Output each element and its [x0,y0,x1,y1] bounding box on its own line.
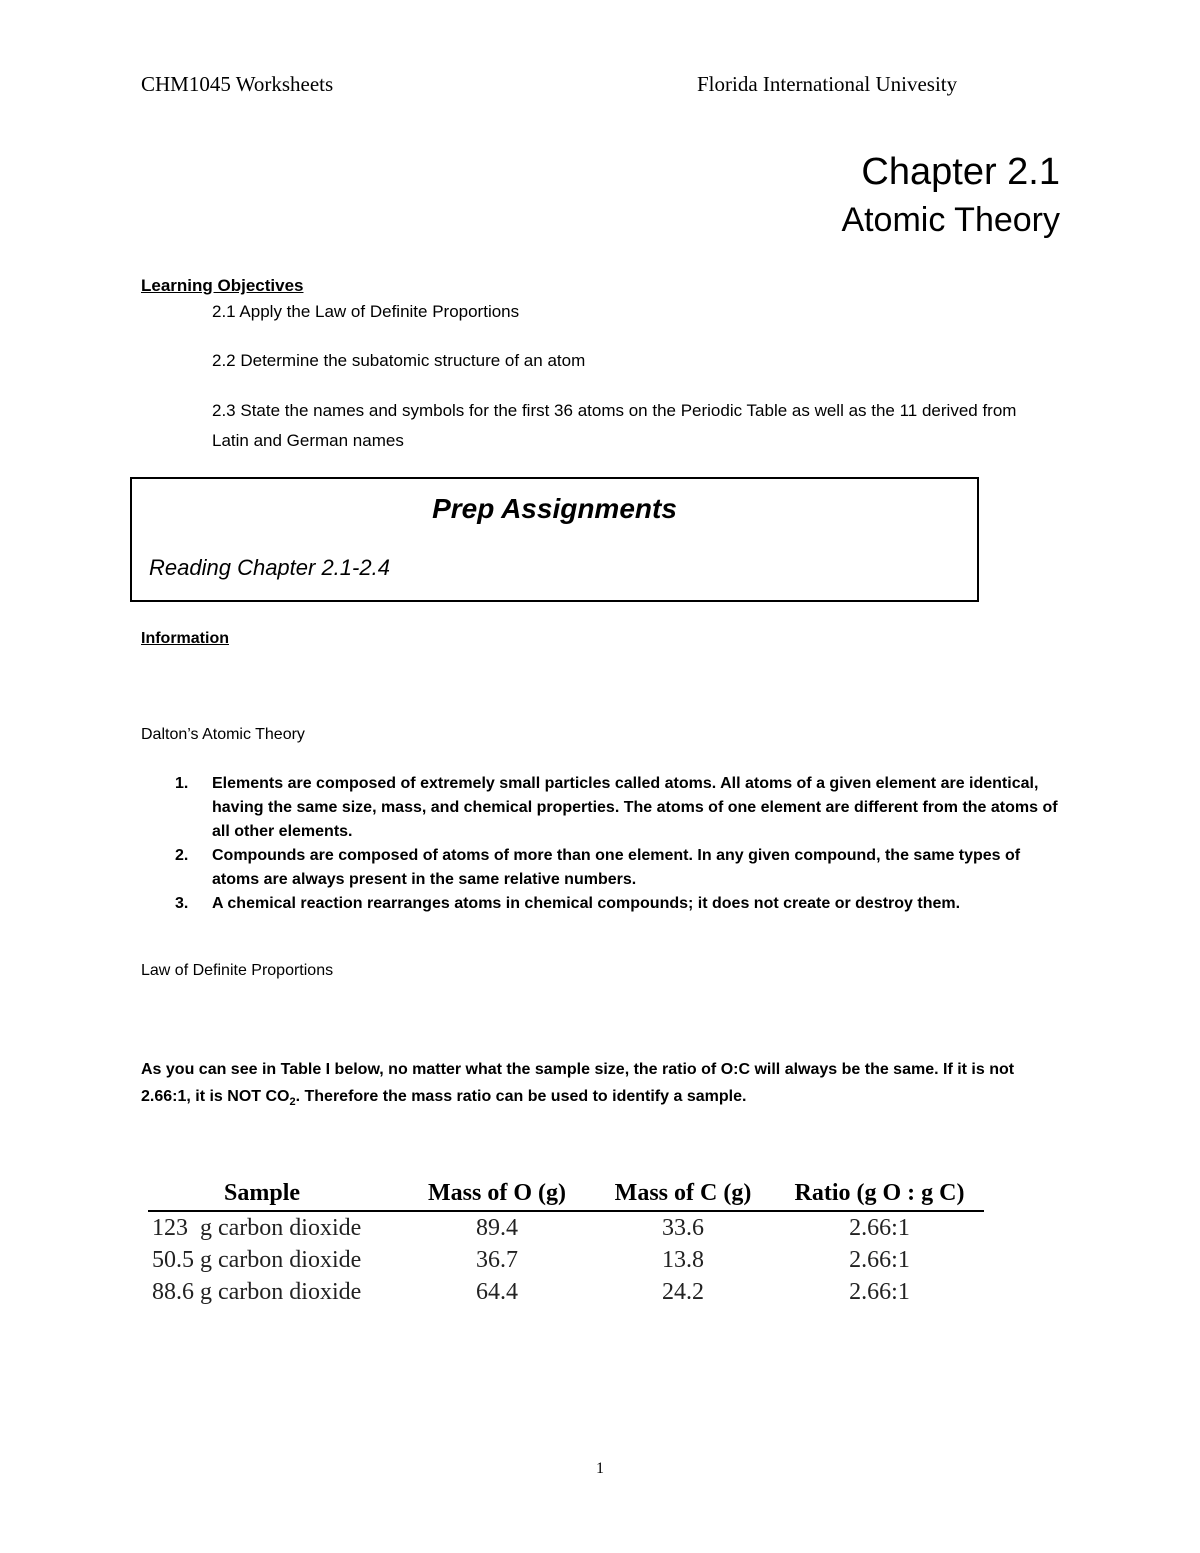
dalton-heading: Dalton’s Atomic Theory [141,726,305,743]
table-header-cell: Ratio (g O : g C) [775,1180,984,1211]
table-cell: 89.4 [476,1214,518,1241]
list-number: 3. [175,895,189,912]
table-header-row [148,1180,984,1211]
table-cell: 64.4 [476,1278,518,1305]
list-text: Compounds are composed of atoms of more than one element. In any given compound, the same types of atoms are always present in the same relative numbers. [212,847,1021,888]
page-number: 1 [596,1460,604,1477]
law-paragraph-part2: . Therefore the mass ratio can be used to identify a sample. [295,1088,747,1105]
law-paragraph-subscript: 2 [289,1096,296,1109]
table-header-cell: Mass of O (g) [403,1180,591,1211]
table-row [148,1276,984,1308]
chapter-title: Chapter 2.1 [861,151,1060,193]
prep-reading: Reading Chapter 2.1-2.4 [149,555,390,580]
header-university: Florida International Univesity [697,72,958,96]
table-cell: 2.66:1 [849,1246,910,1273]
objective-item: 2.1 Apply the Law of Definite Proportions [212,302,520,321]
table-cell: 88.6 g carbon dioxide [152,1278,362,1305]
list-item [141,844,1061,892]
table-cell: 33.6 [662,1214,704,1241]
table-cell: 50.5 g carbon dioxide [152,1246,362,1273]
list-item [141,892,1061,916]
list-text: A chemical reaction rearranges atoms in chemical compounds; it does not create or destroy them. [212,895,961,912]
table-header-cell: Mass of C (g) [591,1180,775,1211]
list-number: 2. [175,847,189,864]
table-row [148,1211,984,1244]
learning-objectives-heading: Learning Objectives [141,276,304,295]
law-heading: Law of Definite Proportions [141,962,334,979]
list-text: Elements are composed of extremely small particles called atoms. All atoms of a given element are identical, having the same size, mass, and chemical properties. The atoms of one element are different from the atoms of all other elements. [212,775,1058,840]
table-cell: 36.7 [476,1246,518,1273]
information-heading: Information [141,630,229,647]
law-paragraph-part1: As you can see in Table I below, no matter what the sample size, the ratio of O:C will always be the same. If it is not 2.66:1, it is NOT CO [141,1061,1015,1105]
objective-item: 2.3 State the names and symbols for the first 36 atoms on the Periodic Table as well as the 11 derived from Latin and German names [212,401,1017,450]
dalton-list [141,772,1061,916]
header-course: CHM1045 Worksheets [141,72,334,96]
table-cell: 2.66:1 [849,1278,910,1305]
objective-item: 2.2 Determine the subatomic structure of an atom [212,351,586,370]
table-cell: 2.66:1 [849,1214,910,1241]
table-cell: 123 g carbon dioxide [152,1214,362,1241]
list-number: 1. [175,775,189,792]
prep-assignments-title: Prep Assignments [432,493,677,524]
law-paragraph [141,1056,1061,1116]
chapter-subtitle: Atomic Theory [841,201,1060,239]
mass-ratio-table [148,1180,984,1308]
table-cell: 24.2 [662,1278,704,1305]
table-row [148,1244,984,1276]
list-item [141,772,1061,844]
prep-assignments-box [130,477,979,602]
table-cell: 13.8 [662,1246,704,1273]
table-header-cell: Sample [148,1180,403,1211]
